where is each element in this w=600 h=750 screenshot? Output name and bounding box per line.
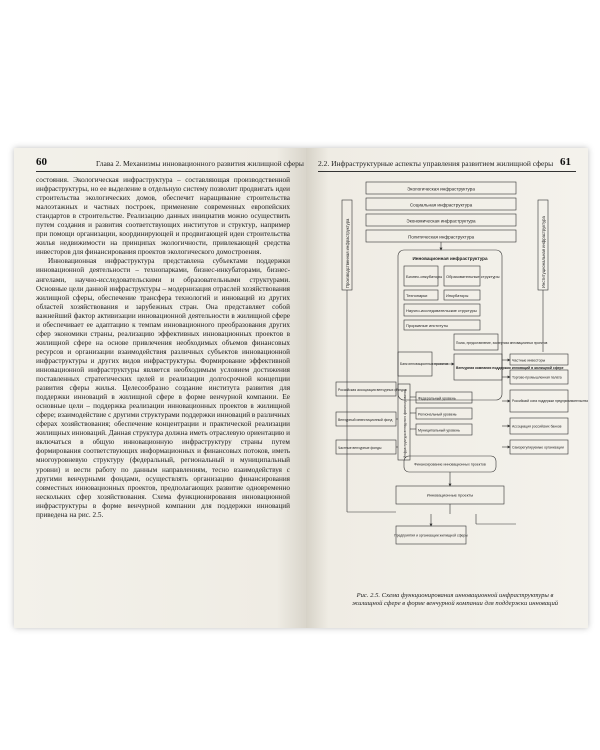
label-venture-finance: Инфраструктура венчурного финансирования <box>403 389 407 458</box>
label-projects: Инновационные проекты <box>426 492 474 498</box>
label-search-expertise: Поиск, предоставление, экспертиза инновационных проектов <box>456 341 548 345</box>
label-union: Российский союз поддержки предпринимательства <box>512 399 588 403</box>
right-page-number: 61 <box>560 156 571 168</box>
label-economic: Экономическая инфраструктура <box>406 218 476 224</box>
label-rvfa: Российская ассоциация венчурных фондов <box>338 388 407 392</box>
label-incubators: Инкубаторы <box>446 293 469 298</box>
label-education: Образовательные структуры <box>446 274 500 279</box>
label-project-bank: Банк инновационных проектов <box>400 362 449 366</box>
label-private-investors: Частные инвесторы <box>512 358 546 363</box>
label-financing: Финансирование инновационных проектов <box>414 462 486 467</box>
left-running-header: Глава 2. Механизмы инновационного развития жилищной сферы <box>96 159 304 168</box>
label-breakthrough: Прорывные институты <box>406 323 449 328</box>
label-venture-fund: Венчурный инвестиционный фонд <box>338 418 393 422</box>
label-social: Социальная инфраструктура <box>409 202 473 208</box>
label-biz-incubators: Бизнес-инкубаторы <box>406 274 443 279</box>
label-regional: Региональный уровень <box>418 412 457 417</box>
label-innovation-title: Инновационная инфраструктура <box>412 256 488 261</box>
label-sro: Саморегулируемые организации <box>512 445 564 450</box>
label-ecological: Экологическая инфраструктура <box>407 186 475 192</box>
paragraph-1: состояния. Экологическая инфраструктура – составляющая производственной инфраструктуры, но ее выделение в отдельную систему позволит продвигать идеи строительства экологических домов, обеспечит наращивание строительства малоэтажных и частных построек, применение современных европейских стандартов в строительстве. Реализацию данных инициатив можно осуществить путем создания и развития соответствующих институтов и структур, например при помощи организации, координирующей и продвигающей идеи строительства жилья недвижимости на принципах экологичности, привлекающей средства инвесторов для финансирования проектов экологического домостроения. <box>36 176 290 257</box>
label-technoparks: Технопарки <box>406 293 428 298</box>
paragraph-2: Инновационная инфраструктура представлена субъектами поддержки инновационной деятельности – технопарками, бизнес-инкубаторами, бизнес-ангелами, научно-исследовательскими и образовательными структурами. Основные цели данной инфраструктуры – модернизация отраслей хозяйствования жилищной сферы, обеспечение трансфера технологий и инноваций из других областей хозяйствования и зарубежных стран. Она представляет собой важнейший фактор активизации инновационной деятельности в жилищной сфере и обеспечивает ее адаптацию к темпам инновационного преобразования других сфер экономики страны, реализацию эффективных инновационных проектов в жилищной сфере на основе привлечения необходимых объемов финансовых ресурсов и организации взаимодействия различных субъектов инновационной инфраструктуры и других видов инфраструктуры. Формирование эффективной инновационной инфраструктуры является необходимым условием достижения поставленных стратегических целей и реализации долгосрочной концепции развития сферы жилья. Целесообразно создание института развития для поддержки инноваций в жилищной сфере в форме венчурной компании. Ее основные цели – поддержка реализации инновационных проектов в жилищной сфере; взаимодействие с другими структурами поддержки инноваций в различных сферах хозяйствования; обеспечение концентрации и практической реализации жилищных инноваций. Данная структура должна иметь отраслевую ориентацию и включаться в общую инновационную инфраструктуру страны путем формирования соответствующих информационных и финансовых потоков, иметь многоуровневую структуру (федеральный, региональный и муниципальный уровни) и вести работу по данным направлениям, тесно взаимодействуя с другими венчурными фондами, осуществлять организацию финансирования совместных инновационных проектов, предполагающих развитие одновременно нескольких сфер хозяйствования. Схема функционирования инновационной инфраструктуры в форме венчурной компании для поддержки инноваций приведена на рис. 2.5. <box>36 257 290 519</box>
left-body-text <box>36 176 290 520</box>
figure-2-5-diagram <box>306 172 588 590</box>
figure-caption: Рис. 2.5. Схема функционирования инновационной инфраструктуры в жилищной сфере в форме венчурной компании для поддержки инноваций <box>351 592 559 607</box>
right-running-header: 2.2. Инфраструктурные аспекты управления развитием жилищной сферы <box>318 159 554 168</box>
left-page-number: 60 <box>36 156 47 168</box>
label-chamber: Торгово-промышленная палата <box>512 375 562 380</box>
label-private-funds: Частные венчурные фонды <box>338 446 382 450</box>
left-header-rule <box>36 171 290 172</box>
label-venture-company: Венчурная компания поддержки инноваций в жилищной сфере <box>456 366 564 370</box>
label-political: Политическая инфраструктура <box>407 234 475 240</box>
label-municipal: Муниципальный уровень <box>418 428 460 433</box>
label-federal: Федеральный уровень <box>418 396 456 401</box>
label-side-production: Производственная инфраструктура <box>345 218 350 288</box>
label-enterprises: Предприятия и организации жилищной сферы <box>394 533 468 538</box>
label-banks: Ассоциация российских банков <box>512 424 562 429</box>
label-side-institutional: Институциональная инфраструктура <box>541 216 546 288</box>
label-research: Научно-исследовательские структуры <box>406 308 477 313</box>
